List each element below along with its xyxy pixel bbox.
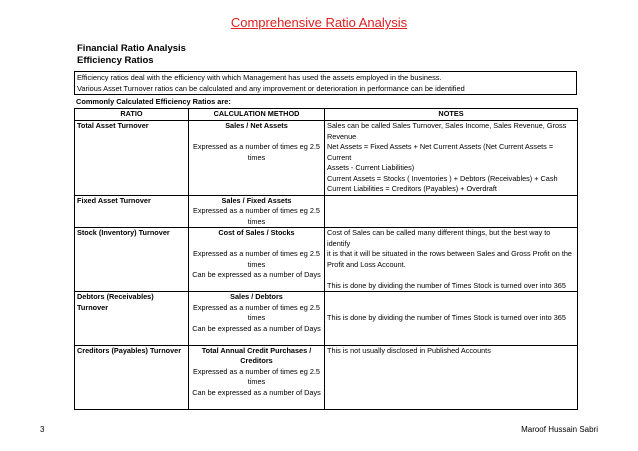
notes-cell — [325, 345, 578, 409]
formula: Sales / Debtors — [230, 292, 283, 301]
table-row — [75, 228, 578, 292]
note-line: This is done by dividing the number of Times Stock is turned over into 365 — [327, 313, 566, 322]
note-line: Revenue — [327, 131, 357, 141]
method-text: Expressed as a number of times eg 2.5 — [193, 206, 320, 215]
method-text: times — [247, 152, 266, 162]
method-text: Can be expressed as a number of Days — [192, 323, 321, 333]
table-header-row — [75, 109, 578, 121]
table-row — [75, 292, 578, 346]
intro-box — [74, 71, 577, 95]
ratio-name: Creditors (Payables) Turnover — [75, 345, 189, 409]
notes-cell — [325, 195, 578, 228]
notes-cell — [325, 292, 578, 346]
calculation-method — [189, 228, 325, 292]
method-text: Can be expressed as a number of Days — [192, 387, 321, 397]
intro-subtitle: Commonly Calculated Efficiency Ratios are: — [76, 97, 231, 106]
intro-line: Efficiency ratios deal with the efficiency with which Management has used the assets employed in the business. — [77, 73, 442, 82]
intro-line: Various Asset Turnover ratios can be calculated and any improvement or deterioration in performance can be identified — [77, 84, 465, 93]
note-line: Profit and Loss Account. — [327, 259, 406, 269]
header-notes: NOTES — [325, 109, 578, 121]
calculation-method — [189, 345, 325, 409]
section-subheading: Efficiency Ratios — [77, 55, 154, 66]
table-row — [75, 195, 578, 228]
formula: Sales / Net Assets — [225, 121, 288, 130]
method-text: Can be expressed as a number of Days — [192, 270, 321, 279]
method-text: Expressed as a number of times eg 2.5 — [193, 302, 320, 312]
note-line: Sales can be called Sales Turnover, Sales Income, Sales Revenue, Gross — [327, 121, 567, 130]
note-line: Current Liabilities = Creditors (Payables) + Overdraft — [327, 184, 497, 193]
note-line: Cost of Sales can be called many different things, but the best way to identify — [327, 228, 551, 248]
method-text: Expressed as a number of times eg 2.5 — [193, 142, 320, 151]
note-line: it is that it will be situated in the rows between Sales and Gross Profit on the — [327, 249, 572, 258]
note-line: Assets - Current Liabilities) — [327, 163, 415, 172]
page-number: 3 — [40, 425, 45, 434]
author-name: Maroof Hussain Sabri — [521, 425, 598, 434]
formula: Creditors — [240, 356, 273, 365]
ratio-name: Stock (Inventory) Turnover — [75, 228, 189, 292]
method-text: Expressed as a number of times eg 2.5 — [193, 249, 320, 258]
calculation-method — [189, 195, 325, 228]
note-line: This is done by dividing the number of Times Stock is turned over into 365 — [327, 280, 566, 290]
method-text: times — [247, 377, 266, 386]
table-row — [75, 121, 578, 196]
ratios-table — [74, 108, 578, 410]
notes-cell — [325, 121, 578, 196]
ratio-name: Debtors (Receivables) Turnover — [75, 292, 189, 346]
note-line: Net Assets = Fixed Assets + Net Current Assets (Net Current Assets = Current — [327, 142, 554, 162]
ratio-name: Fixed Asset Turnover — [75, 195, 189, 228]
section-heading: Financial Ratio Analysis — [77, 43, 186, 54]
ratio-name: Total Asset Turnover — [75, 121, 189, 196]
method-text: times — [247, 216, 266, 226]
formula: Total Annual Credit Purchases / — [201, 345, 312, 355]
formula: Cost of Sales / Stocks — [218, 228, 295, 237]
header-ratio: RATIO — [75, 109, 189, 121]
table-row — [75, 345, 578, 409]
calculation-method — [189, 121, 325, 196]
note-line: Current Assets = Stocks ( Inventories ) + Debtors (Receivables) + Cash — [327, 173, 558, 183]
method-text: times — [247, 259, 266, 269]
page-title: Comprehensive Ratio Analysis — [230, 15, 408, 30]
header-calculation-method: CALCULATION METHOD — [189, 109, 325, 121]
calculation-method — [189, 292, 325, 346]
note-line: This is not usually disclosed in Published Accounts — [327, 345, 491, 355]
notes-cell — [325, 228, 578, 292]
method-text: Expressed as a number of times eg 2.5 — [193, 366, 320, 376]
method-text: times — [247, 313, 266, 322]
formula: Sales / Fixed Assets — [221, 195, 292, 205]
